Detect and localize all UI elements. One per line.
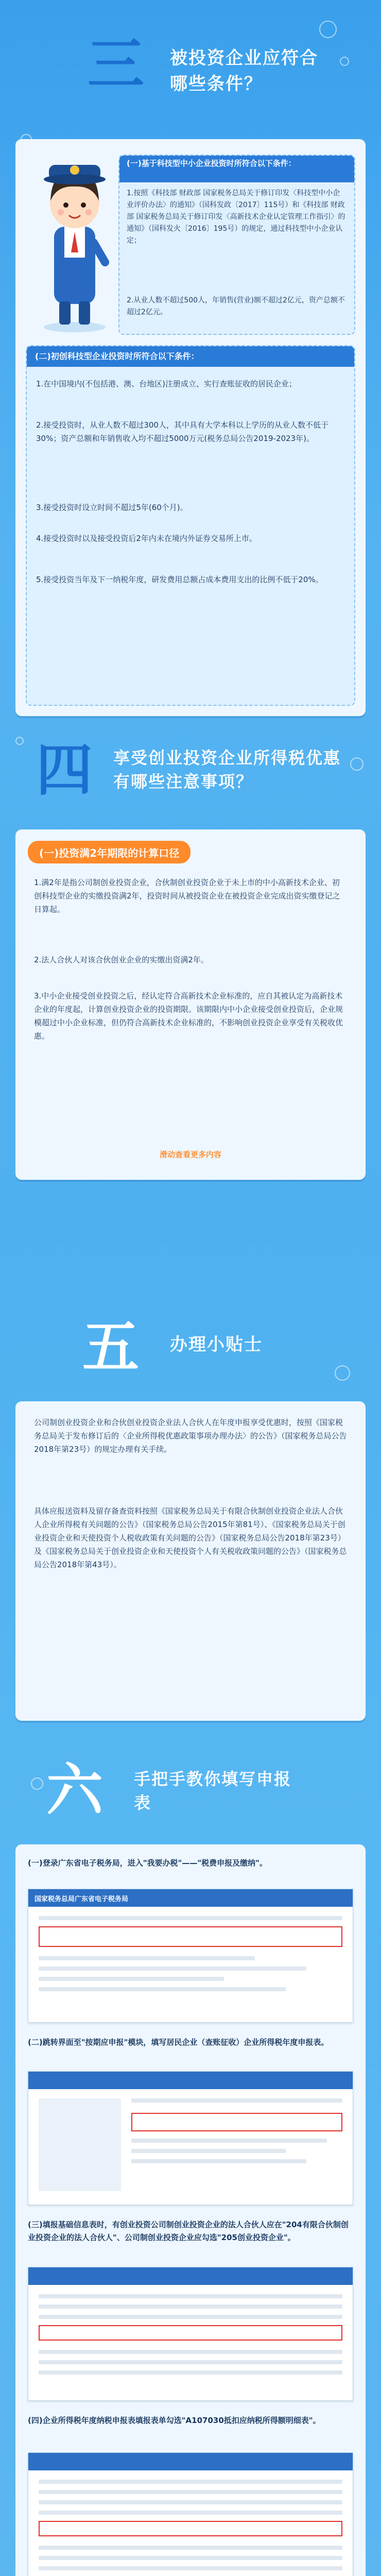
bubble-decoration bbox=[340, 57, 349, 66]
part2-item1: 1.在中国境内(不包括港、澳、台地区)注册成立、实行查账征收的居民企业； bbox=[36, 379, 297, 388]
note-item2: 2.法人合伙人对该合伙创业企业的实缴出资满2年。 bbox=[34, 955, 209, 964]
screenshot-step4 bbox=[28, 2452, 353, 2576]
section-title: 手把手教你填写申报表 bbox=[134, 1769, 292, 1812]
scroll-more-link[interactable]: 滑动查看更多内容 bbox=[159, 1150, 221, 1159]
step2-caption: (二)跳转界面至"按期应申报"模块，填写居民企业（查账征收）企业所得税年度申报表。 bbox=[28, 2038, 329, 2047]
period-header-bar: (一)投资满2年期限的计算口径 bbox=[28, 841, 190, 863]
tips-para1: 公司制创业投资企业和合伙创业投资企业法人合伙人在年度申报享受优惠时，按照《国家税务总局关于发布修订后的〈企业所得税优惠政策事项办理办法〉的公告》（国家税务总局公告2018年第23号）的规定办理有关手续。 bbox=[34, 1418, 347, 1454]
highlight-box bbox=[39, 2325, 342, 2341]
section-title: 办理小贴士 bbox=[170, 1334, 263, 1355]
conditions-panel bbox=[15, 139, 366, 716]
highlight-box bbox=[131, 2113, 342, 2131]
part2-item5: 5.接受投资当年及下一纳税年度，研发费用总额占成本费用支出的比例不低于20%。 bbox=[36, 575, 323, 584]
section-number: 六 bbox=[46, 1757, 103, 1823]
part1-item1: 1.按照《科技部 财政部 国家税务总局关于修订印发〈科技型中小企业评价办法〉的通知》（国科发政〔2017〕115号）和《科技部 财政部 国家税务总局关于修订印发〈高新技术企业认定管理工作指引〉的通知》（国科发火〔2016〕195号）的规定，通过科技型中小企业认定； bbox=[127, 189, 345, 245]
screenshot-site-title: 国家税务总局广东省电子税务局 bbox=[34, 1895, 129, 1903]
step3-caption: (三)填报基础信息表时，有创业投资公司制创业投资企业的法人合伙人应在"204有限合伙制创业投资企业的法人合伙人"、公司制创业投资企业应勾选"205创业投资企业"。 bbox=[28, 2220, 349, 2242]
section-number: 五 bbox=[82, 1314, 139, 1380]
bubble-decoration bbox=[335, 1365, 350, 1381]
bubble-decoration bbox=[15, 737, 24, 745]
bubble-decoration bbox=[31, 1777, 43, 1790]
highlight-box bbox=[39, 1926, 342, 1947]
note-item3: 3.中小企业接受创业投资之后，经认定符合高新技术企业标准的，应自其被认定为高新技术企业的年度起，计算创业投资企业的投资期限。该期限内中小企业接受创业投资后，企业规模超过中小企业标准，但仍符合高新技术企业标准的，不影响创业投资企业享受有关税收优惠。 bbox=[34, 991, 343, 1041]
part2-item2: 2.接受投资时，从业人数不超过300人，其中具有大学本科以上学历的从业人数不低于30%；资产总额和年销售收入均不超过5000万元(税务总局公告2019-2023年)。 bbox=[36, 420, 328, 443]
part1-item2: 2.从业人数不超过500人，年销售(营业)额不超过2亿元，资产总额不超过2亿元。 bbox=[127, 296, 345, 316]
section-number: 三 bbox=[88, 31, 144, 97]
part1-header: (一)基于科技型中小企业投资时所符合以下条件： bbox=[119, 156, 354, 182]
screenshot-step2 bbox=[28, 2071, 353, 2205]
tax-officer-mascot bbox=[31, 149, 118, 335]
screenshot-step3 bbox=[28, 2267, 353, 2401]
part2-header: (二)初创科技型企业投资时所符合以下条件： bbox=[27, 346, 354, 367]
bubble-decoration bbox=[319, 21, 337, 38]
bubble-decoration bbox=[350, 757, 363, 771]
note-item1: 1.满2年是指公司制创业投资企业，合伙制创业投资企业于未上市的中小高新技术企业、初创科技型企业的实缴投资满2年，投资时间从被投资企业在被投资企业完成出资实缴登记之日算起。 bbox=[34, 878, 340, 914]
part2-item4: 4.接受投资时以及接受投资后2年内未在境内外证券交易所上市。 bbox=[36, 534, 257, 543]
part2-item3: 3.接受投资时设立时间不超过5年(60个月)。 bbox=[36, 503, 188, 512]
tutorial-panel bbox=[15, 1844, 366, 2576]
notes-panel bbox=[15, 829, 366, 1180]
section-number: 四 bbox=[36, 737, 93, 803]
step4-caption: (四)企业所得税年度纳税申报表填报表单勾选"A107030抵扣应纳税所得额明细表"。 bbox=[28, 2416, 321, 2425]
section-title: 被投资企业应符合哪些条件？ bbox=[170, 48, 318, 94]
part1-box bbox=[118, 155, 355, 335]
section-title: 享受创业投资企业所得税优惠有哪些注意事项？ bbox=[113, 748, 341, 791]
tips-panel bbox=[15, 1401, 366, 1721]
part2-box bbox=[26, 345, 355, 706]
screenshot-step1 bbox=[28, 1889, 353, 2023]
tips-para2: 具体应报送资料及留存备查资料按照《国家税务总局关于有限合伙制创业投资企业法人合伙人企业所得税有关问题的公告》（国家税务总局公告2015年第81号）、《国家税务总局关于创业投资企业和天使投资个人税收政策有关问题的公告》（国家税务总局公告2018年第23号）及《国家税务总局关于创业投资企业和天使投资个人有关税收政策问题的公告》（国家税务总局公告2018年第43号）。 bbox=[34, 1506, 347, 1569]
highlight-box bbox=[39, 2521, 342, 2536]
step1-caption: (一)登录广东省电子税务局，进入"我要办税"——"税费申报及缴纳"。 bbox=[28, 1858, 267, 1868]
